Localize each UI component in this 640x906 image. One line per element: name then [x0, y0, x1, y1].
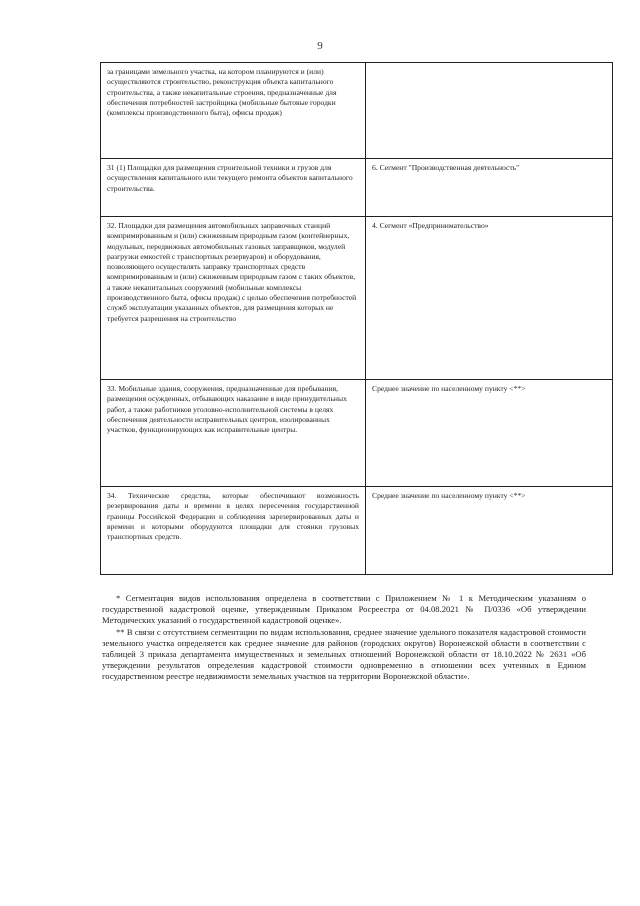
table-row — [101, 380, 613, 487]
table-cell-right: 4. Сегмент «Предпринимательство» — [366, 217, 613, 380]
table-cell-left: 32. Площадки для размещения автомобильных заправочных станций компримированным и (или) сжиженным природным газом (контейнерных, модульных, передвижных автомобильных газовых заправщиков, модулей разгрузки емкостей с транспортных резервуаров) и оборудования, позволяющего осуществлять заправку транспортных средств компримированным и (или) сжиженным природным газом с таких объектов, а также некапитальных сооружений (мобильные комплексы производственного быта, офисы продаж) с целью обеспечения потребностей служб эксплуатации указанных объектов, для размещения которых не требуется разрешения на строительство — [101, 217, 366, 380]
footnote: * Сегментация видов использования определена в соответствии с Приложением № 1 к Методическим указаниям о государственной кадастровой оценке, утвержденным Приказом Росреестра от 04.08.2021 № П/0336 «Об утверждении Методических указаний о государственной кадастровой оценке». — [102, 593, 586, 626]
land-use-table — [100, 62, 613, 575]
table-row — [101, 217, 613, 380]
table-row — [101, 63, 613, 159]
page-number: 9 — [317, 40, 323, 52]
table-cell-right: 6. Сегмент "Производственная деятельность" — [366, 159, 613, 217]
table-cell-left: 31 (1) Площадки для размещения строительной техники и грузов для осуществления капитального или текущего ремонта объектов капитального строительства. — [101, 159, 366, 217]
table-cell-left: 34. Технические средства, которые обеспечивают возможность резервирования даты и времени в целях пересечения государственной границы Российской Федерации и соблюдения зарезервированных даты и времени и которыми оборудуются площадки для стоянки грузовых транспортных средств. — [101, 487, 366, 575]
table-row — [101, 487, 613, 575]
table-cell-right: Среднее значение по населенному пункту <**> — [366, 380, 613, 487]
table-row — [101, 159, 613, 217]
table-cell-right — [366, 63, 613, 159]
table-cell-left: за границами земельного участка, на котором планируются и (или) осуществляются строительство, реконструкция объекта капитального строительства, а также некапитальные строения, предназначенные для обеспечения потребностей застройщика (мобильные бытовые городки (комплексы производственного быта), офисы продаж) — [101, 63, 366, 159]
table-cell-left: 33. Мобильные здания, сооружения, предназначенные для пребывания, размещения осужденных, отбывающих наказание в виде принудительных работ, а также работников уголовно-исполнительной системы в целях обеспечения деятельности исправительных центров, изолированных участков, функционирующих как исправительные центры. — [101, 380, 366, 487]
table-cell-right: Среднее значение по населенному пункту <**> — [366, 487, 613, 575]
footnotes — [102, 593, 586, 683]
footnote: ** В связи с отсутствием сегментации по видам использования, среднее значение удельного показателя кадастровой стоимости земельного участка определяется как среднее значение для районов (городских округов) Воронежской области в соответствии с таблицей 3 приказа департамента имущественных и земельных отношений Воронежской области от 18.10.2022 № 2631 «Об утверждении результатов определения кадастровой стоимости одновременно в отношении всех учтенных в Едином государственном реестре недвижимости земельных участков на территории Воронежской области». — [102, 626, 586, 682]
